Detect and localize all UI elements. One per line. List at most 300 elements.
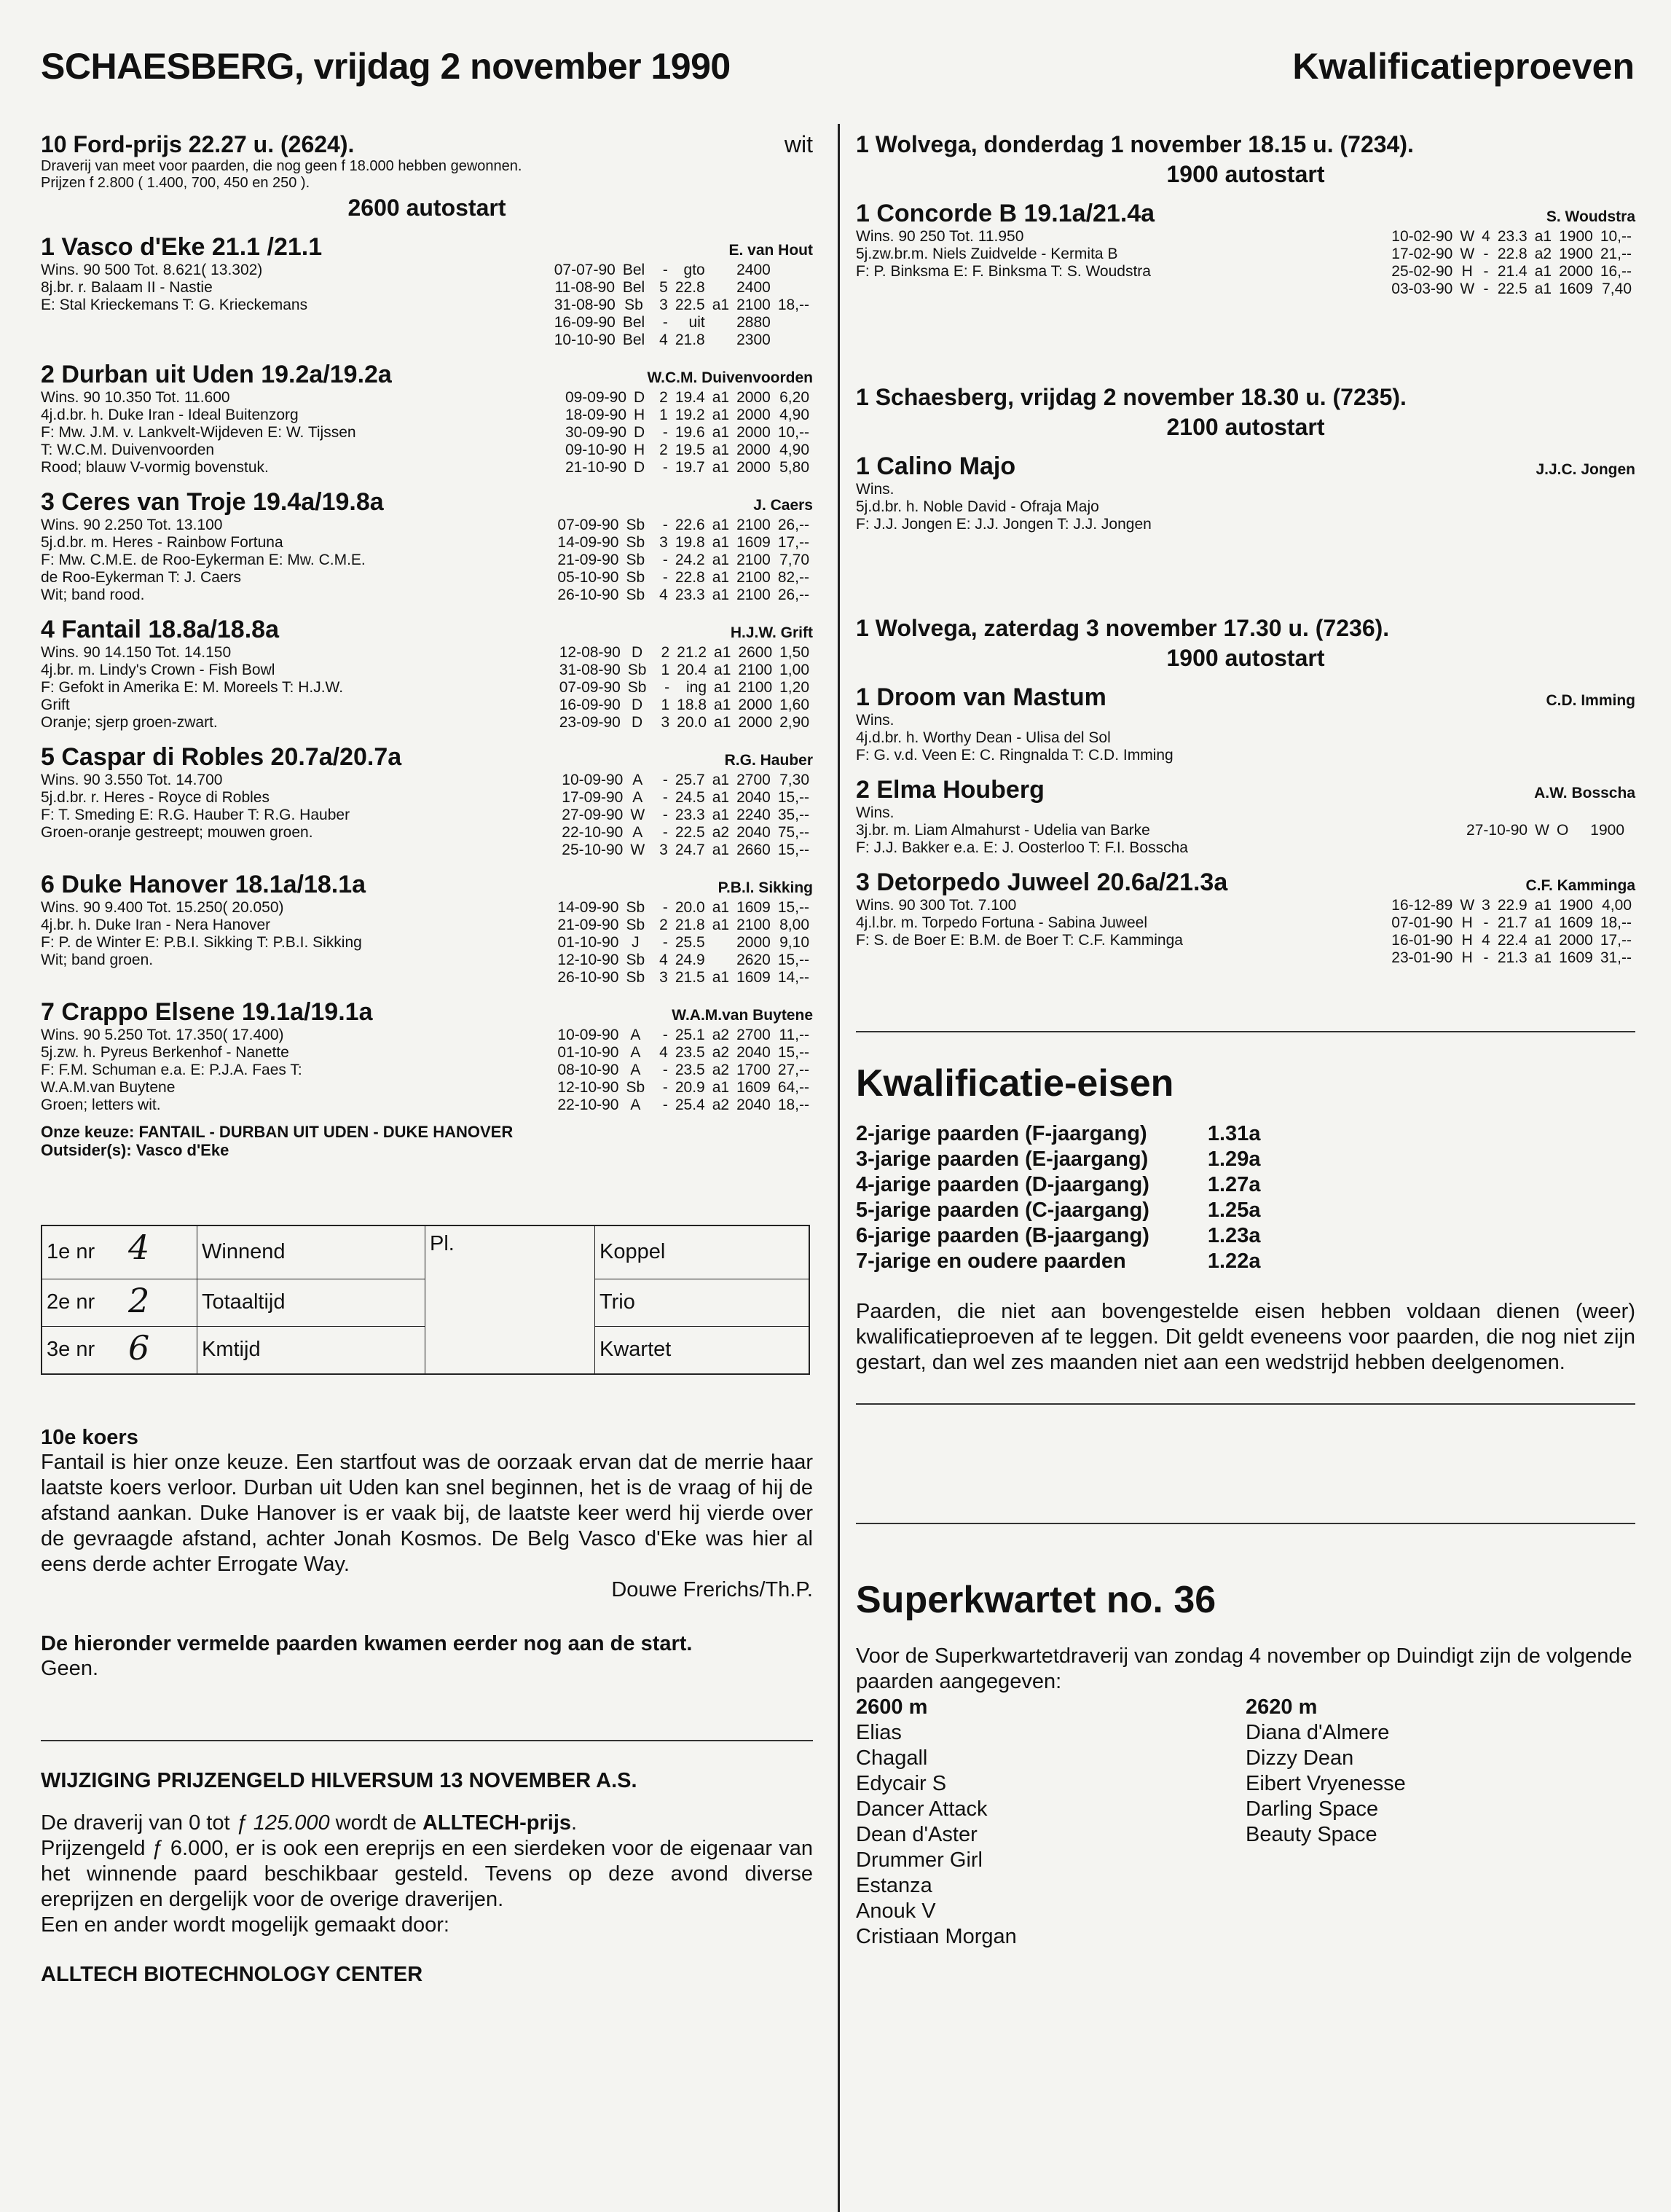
horse-body	[856, 228, 1635, 298]
result-cell: 21.2	[677, 644, 707, 661]
horse-info	[41, 644, 556, 732]
horse-entry	[41, 488, 813, 604]
result-cell: 24.9	[675, 952, 705, 968]
age-class: 2-jarige paarden (F-jaargang)	[856, 1122, 1147, 1145]
result-cell: A	[630, 1062, 641, 1078]
q1-horse-list	[856, 200, 1635, 298]
horse-name: 1 Concorde B 19.1a/21.4a	[856, 200, 1155, 227]
horse-header	[856, 683, 1635, 712]
horse-list	[41, 233, 813, 1114]
table-row	[554, 569, 813, 587]
result-cell: a2	[712, 1027, 730, 1043]
table-row	[1463, 804, 1635, 857]
result-cell: 7,30	[779, 772, 809, 788]
result-cell: 2000	[736, 407, 771, 423]
result-cell: 2400	[736, 262, 771, 278]
result-cell: -	[1483, 914, 1489, 931]
result-cell	[648, 279, 656, 297]
result-cell: 21,--	[1600, 246, 1632, 262]
result-cell	[1572, 804, 1579, 857]
table-row	[551, 279, 813, 297]
result-cell	[709, 934, 733, 952]
result-cell: 3	[661, 714, 670, 731]
grid-cell: Trio	[595, 1279, 810, 1326]
list-heading: 2600 m	[856, 1695, 928, 1719]
table-row	[551, 262, 813, 279]
result-cell: 14-09-90	[557, 534, 619, 551]
result-cell: 19.2	[675, 407, 705, 423]
list-item: Dancer Attack	[856, 1797, 988, 1821]
info-line: Wins.	[856, 712, 895, 729]
result-cell: a2	[712, 824, 730, 841]
result-cell: a1	[1534, 263, 1552, 280]
list-item: Elias	[856, 1721, 902, 1744]
table-row	[562, 424, 813, 442]
result-cell: 1,20	[779, 679, 809, 696]
result-cell: a1	[712, 569, 730, 586]
horse-driver: E. van Hout	[728, 242, 813, 259]
race-header	[41, 131, 813, 158]
result-cell: -	[1483, 246, 1489, 262]
result-cell: 2040	[736, 1044, 771, 1061]
list-item: Cristiaan Morgan	[856, 1925, 1017, 1948]
horse-entry	[41, 233, 813, 349]
result-cell: 07-09-90	[559, 679, 621, 696]
result-cell: 1609	[736, 899, 771, 916]
table-row	[42, 1326, 809, 1374]
result-cell	[648, 1097, 656, 1114]
result-cell: 16-12-89	[1391, 897, 1453, 914]
table-row	[554, 1044, 813, 1062]
results-table	[1388, 228, 1635, 298]
result-cell: -	[662, 569, 668, 586]
horse-info	[41, 517, 554, 604]
horse-info	[41, 899, 554, 987]
table-row	[856, 1147, 1260, 1172]
table-row	[556, 644, 813, 662]
info-line: Wit; band groen.	[41, 952, 154, 968]
info-line: Wins. 90 3.550 Tot. 14.700	[41, 772, 223, 788]
result-cell	[648, 1027, 656, 1044]
result-cell	[774, 332, 813, 349]
result-cell: 18,--	[777, 297, 809, 313]
grid-cell[interactable]: 2e nr 2	[42, 1279, 197, 1326]
result-cell: 10,--	[777, 424, 809, 441]
result-cell: 22.5	[675, 297, 705, 313]
horse-body	[41, 517, 813, 604]
result-cell: a1	[1534, 897, 1552, 914]
info-line: F: F.M. Schuman e.a. E: P.J.A. Faes T:	[41, 1062, 302, 1078]
result-cell: a1	[712, 899, 730, 916]
result-cell	[648, 459, 656, 476]
superkwartet-lists	[856, 1695, 1635, 1950]
result-cell: a1	[714, 697, 731, 713]
result-cell: 16,--	[1600, 263, 1632, 280]
right-column	[856, 124, 1635, 1950]
result-cell: D	[632, 644, 643, 661]
horse-entry	[856, 868, 1635, 967]
info-line: Groen; letters wit.	[41, 1097, 161, 1113]
table-row	[554, 534, 813, 552]
result-cell	[648, 262, 656, 279]
divider	[856, 1523, 1635, 1524]
info-line: Wins. 90 5.250 Tot. 17.350( 17.400)	[41, 1027, 284, 1043]
result-cell: D	[632, 697, 643, 713]
horse-body	[856, 804, 1635, 857]
result-cell: 24.5	[675, 789, 705, 806]
result-cell: Sb	[626, 534, 645, 551]
list-item: Darling Space	[1246, 1797, 1379, 1821]
result-cell: 23.5	[675, 1044, 705, 1061]
result-cell: 2040	[736, 824, 771, 841]
result-cell: 24.7	[675, 842, 705, 858]
result-cell: 3	[659, 969, 668, 986]
list-item: Eibert Vryenesse	[1246, 1772, 1406, 1795]
result-cell: 12-08-90	[559, 644, 621, 661]
result-cell	[648, 442, 656, 459]
result-cell: 9,10	[779, 934, 809, 951]
list-2600	[856, 1695, 1246, 1950]
horse-entry	[41, 871, 813, 987]
info-line: W.A.M.van Buytene	[41, 1079, 176, 1096]
result-cell	[648, 424, 656, 442]
result-cell: a1	[712, 442, 730, 458]
result-cell	[648, 1079, 656, 1097]
horse-entry	[41, 998, 813, 1114]
table-row	[1388, 932, 1635, 949]
result-cell: 1	[661, 662, 670, 678]
table-row	[1388, 949, 1635, 967]
table-row	[562, 407, 813, 424]
result-cell: 4	[659, 332, 668, 348]
horse-body	[41, 899, 813, 987]
result-cell: 27-09-90	[562, 807, 624, 823]
list-item: Edycair S	[856, 1772, 947, 1795]
result-cell: a1	[712, 297, 730, 313]
result-cell: 5	[659, 279, 668, 296]
result-cell: 35,--	[777, 807, 809, 823]
result-cell: 10-10-90	[554, 332, 616, 348]
results-table	[558, 772, 813, 859]
result-cell	[648, 952, 656, 969]
horse-info	[856, 481, 1635, 533]
result-cell: 26-10-90	[557, 587, 619, 603]
result-cell: 1609	[736, 969, 771, 986]
result-cell	[648, 569, 656, 587]
table-row	[562, 389, 813, 407]
table-row	[1388, 281, 1635, 298]
result-cell: 2000	[736, 459, 771, 476]
info-line: T: W.C.M. Duivenvoorden	[41, 442, 215, 458]
result-cell	[648, 314, 656, 332]
koers-title: 10e koers	[41, 1425, 138, 1449]
result-cell: a1	[712, 969, 730, 986]
result-cell: 19.5	[675, 442, 705, 458]
table-row	[554, 934, 813, 952]
result-cell: A	[632, 789, 643, 806]
result-cell: 10,--	[1600, 228, 1632, 245]
result-cell: 23.5	[675, 1062, 705, 1078]
result-cell	[648, 407, 656, 424]
table-row	[42, 1225, 809, 1279]
result-cell	[648, 789, 656, 807]
info-line: Wins. 90 9.400 Tot. 15.250( 20.050)	[41, 899, 284, 916]
horse-info	[41, 1027, 554, 1114]
result-cell: 18-09-90	[565, 407, 626, 423]
horse-header	[41, 743, 813, 772]
result-cell: Sb	[626, 1079, 645, 1096]
result-cell: 22.9	[1497, 897, 1528, 914]
result-cell: Sb	[627, 662, 647, 678]
results-table	[556, 644, 813, 732]
list-item: Drummer Girl	[856, 1848, 983, 1872]
result-cell: 2100	[736, 917, 771, 933]
horse-driver: W.C.M. Duivenvoorden	[647, 369, 813, 386]
table-row	[554, 1027, 813, 1044]
result-cell: D	[634, 389, 645, 406]
tip-grid	[41, 1225, 810, 1375]
wijziging-p1: De draverij van 0 tot ƒ 125.000 wordt de ALLTECH-prijs.	[41, 1811, 578, 1835]
table-row	[551, 297, 813, 314]
result-cell: a1	[714, 679, 731, 696]
q1-start: 1900 autostart	[1166, 161, 1325, 187]
result-cell: 7,70	[779, 552, 809, 568]
result-cell: 22.4	[1497, 932, 1528, 949]
result-cell: 2	[659, 389, 668, 406]
result-cell: 2100	[736, 517, 771, 533]
result-cell: 15,--	[777, 1044, 809, 1061]
horse-name: 1 Vasco d'Eke 21.1 /21.1	[41, 233, 323, 261]
result-cell: 20.4	[677, 662, 707, 678]
horse-driver: S. Woudstra	[1546, 208, 1635, 225]
result-cell: 4	[1482, 228, 1490, 245]
left-column	[41, 124, 813, 1987]
result-cell: uit	[688, 314, 705, 331]
result-cell: 21-10-90	[565, 459, 626, 476]
result-cell: 18,--	[1600, 914, 1632, 931]
horse-info	[856, 228, 1388, 298]
result-cell	[1628, 804, 1635, 857]
info-line: Wins. 90 500 Tot. 8.621( 13.302)	[41, 262, 263, 278]
table-row	[558, 842, 813, 859]
result-cell	[648, 517, 656, 534]
horse-entry	[856, 683, 1635, 764]
table-row	[554, 517, 813, 534]
grid-cell[interactable]: 3e nr 6	[42, 1326, 197, 1374]
result-cell: 01-10-90	[557, 1044, 619, 1061]
result-cell: 2100	[736, 297, 771, 313]
horse-entry	[856, 776, 1635, 857]
result-cell: J	[632, 934, 640, 951]
result-cell: 3	[659, 534, 668, 551]
result-cell: 14-09-90	[557, 899, 619, 916]
horse-driver: R.G. Hauber	[724, 752, 813, 769]
list-heading: 2620 m	[1246, 1695, 1318, 1719]
result-cell: 2000	[738, 714, 773, 731]
result-cell: -	[1483, 281, 1489, 297]
results-table	[1463, 804, 1635, 857]
result-cell	[650, 644, 657, 662]
info-line: Rood; blauw V-vormig bovenstuk.	[41, 459, 269, 476]
result-cell: -	[1483, 263, 1489, 280]
result-cell: 16-01-90	[1391, 932, 1453, 949]
table-row	[856, 1249, 1260, 1274]
horse-name: 1 Droom van Mastum	[856, 683, 1106, 711]
horse-header	[856, 200, 1635, 228]
result-cell: W	[630, 807, 645, 823]
min-time: 1.22a	[1207, 1250, 1261, 1273]
grid-cell[interactable]: 1e nr 4	[42, 1225, 197, 1279]
result-cell: 4	[659, 952, 668, 968]
result-cell	[709, 262, 733, 279]
min-time: 1.25a	[1207, 1199, 1261, 1222]
table-row	[558, 824, 813, 842]
grid-cell: Kwartet	[595, 1326, 810, 1374]
table-row	[42, 1279, 809, 1326]
info-line: Wins. 90 2.250 Tot. 13.100	[41, 517, 223, 533]
result-cell: 17,--	[777, 534, 809, 551]
results-table	[554, 517, 813, 604]
result-cell: 2100	[736, 587, 771, 603]
grid-cell: Pl.	[425, 1225, 595, 1279]
wijziging-footer: ALLTECH BIOTECHNOLOGY CENTER	[41, 1962, 423, 1986]
horse-info	[856, 804, 1463, 857]
result-cell: 1609	[736, 1079, 771, 1096]
result-cell: -	[662, 1097, 668, 1113]
result-cell: 4,90	[779, 407, 809, 423]
result-cell	[648, 552, 656, 569]
horse-name: 3 Detorpedo Juweel 20.6a/21.3a	[856, 868, 1228, 896]
result-cell: 21.3	[1497, 949, 1528, 966]
result-cell: 22.5	[1497, 281, 1528, 297]
result-cell: Sb	[626, 917, 645, 933]
result-cell: 2660	[736, 842, 771, 858]
result-cell: a1	[712, 807, 730, 823]
koers-author: Douwe Frerichs/Th.P.	[611, 1577, 813, 1601]
result-cell: a1	[712, 389, 730, 406]
result-cell: 25-02-90	[1391, 263, 1453, 280]
result-cell: 10-09-90	[562, 772, 624, 788]
result-cell: 22.6	[675, 517, 705, 533]
info-line: F: Mw. J.M. v. Lankvelt-Wijdeven E: W. Tijssen	[41, 424, 356, 441]
info-line: 5j.d.br. m. Heres - Rainbow Fortuna	[41, 534, 283, 551]
result-cell: a1	[714, 644, 731, 661]
result-cell: 17-02-90	[1391, 246, 1453, 262]
result-cell: 09-09-90	[565, 389, 626, 406]
table-row	[554, 952, 813, 969]
info-line: Oranje; sjerp groen-zwart.	[41, 714, 218, 731]
table-row	[562, 459, 813, 476]
result-cell: 14,--	[777, 969, 809, 986]
result-cell: Sb	[626, 899, 645, 916]
table-row	[554, 969, 813, 987]
result-cell	[774, 262, 813, 279]
result-cell: 20.0	[675, 899, 705, 916]
result-cell: A	[632, 772, 643, 788]
result-cell: 23-01-90	[1391, 949, 1453, 966]
result-cell: a1	[714, 714, 731, 731]
result-cell: 17-09-90	[562, 789, 624, 806]
info-line: 5j.zw.br.m. Niels Zuidvelde - Kermita B	[856, 246, 1118, 262]
result-cell: 2100	[738, 662, 773, 678]
table-row	[554, 552, 813, 569]
result-cell: -	[662, 1027, 668, 1043]
result-cell: 4	[1482, 932, 1490, 949]
result-cell: 24.2	[675, 552, 705, 568]
result-cell: 82,--	[777, 569, 809, 586]
result-cell: 15,--	[777, 842, 809, 858]
result-cell: -	[662, 934, 668, 951]
result-cell	[709, 314, 733, 332]
result-cell: 4,90	[779, 442, 809, 458]
q2-horse-list	[856, 452, 1635, 533]
result-cell: 05-10-90	[557, 569, 619, 586]
result-cell	[648, 899, 656, 917]
result-cell: 2040	[736, 789, 771, 806]
result-cell: W	[1460, 246, 1475, 262]
table-row	[856, 1223, 1260, 1249]
result-cell: 31-08-90	[559, 662, 621, 678]
kwal-table	[856, 1121, 1260, 1274]
info-line: Wins.	[856, 481, 895, 498]
result-cell: -	[662, 772, 668, 788]
horse-driver: W.A.M.van Buytene	[672, 1007, 813, 1024]
horse-entry	[856, 452, 1635, 533]
result-cell: Sb	[627, 679, 647, 696]
eerder-title: De hieronder vermelde paarden kwamen eerder nog aan de start.	[41, 1631, 693, 1655]
table-row	[1388, 246, 1635, 263]
result-cell: 1,00	[779, 662, 809, 678]
result-cell	[648, 587, 656, 604]
result-cell: a1	[712, 424, 730, 441]
result-cell: 25.5	[675, 934, 705, 951]
result-cell: 2300	[736, 332, 771, 348]
result-cell: 2040	[736, 1097, 771, 1113]
result-cell: 1,60	[779, 697, 809, 713]
result-cell	[709, 279, 733, 297]
result-cell: 23.3	[675, 587, 705, 603]
result-cell: 1609	[736, 534, 771, 551]
horse-body	[41, 644, 813, 732]
result-cell: Sb	[626, 517, 645, 533]
table-row	[551, 332, 813, 349]
divider	[856, 1031, 1635, 1032]
horse-info	[41, 772, 558, 859]
result-cell: A	[630, 1027, 641, 1043]
result-cell: 21.7	[1497, 914, 1528, 931]
result-cell: 26,--	[777, 517, 809, 533]
info-line: 3j.br. m. Liam Almahurst - Udelia van Barke	[856, 822, 1150, 839]
result-cell: 17,--	[1600, 932, 1632, 949]
result-cell: 2000	[736, 442, 771, 458]
result-cell	[648, 917, 656, 934]
result-cell: 26,--	[777, 587, 809, 603]
horse-header	[856, 452, 1635, 481]
result-cell: 22-10-90	[562, 824, 624, 841]
result-cell: W	[1535, 822, 1549, 839]
list-item: Estanza	[856, 1874, 932, 1897]
info-line: F: Gefokt in Amerika E: M. Moreels T: H.J.W.	[41, 679, 344, 696]
result-cell	[650, 662, 657, 679]
horse-info	[41, 262, 551, 349]
horse-driver: P.B.I. Sikking	[717, 879, 813, 896]
table-row	[558, 789, 813, 807]
results-table	[562, 389, 813, 476]
result-cell: a1	[712, 407, 730, 423]
result-cell: 23.3	[675, 807, 705, 823]
info-line: Wins.	[856, 804, 895, 821]
horse-name: 6 Duke Hanover 18.1a/18.1a	[41, 871, 366, 898]
